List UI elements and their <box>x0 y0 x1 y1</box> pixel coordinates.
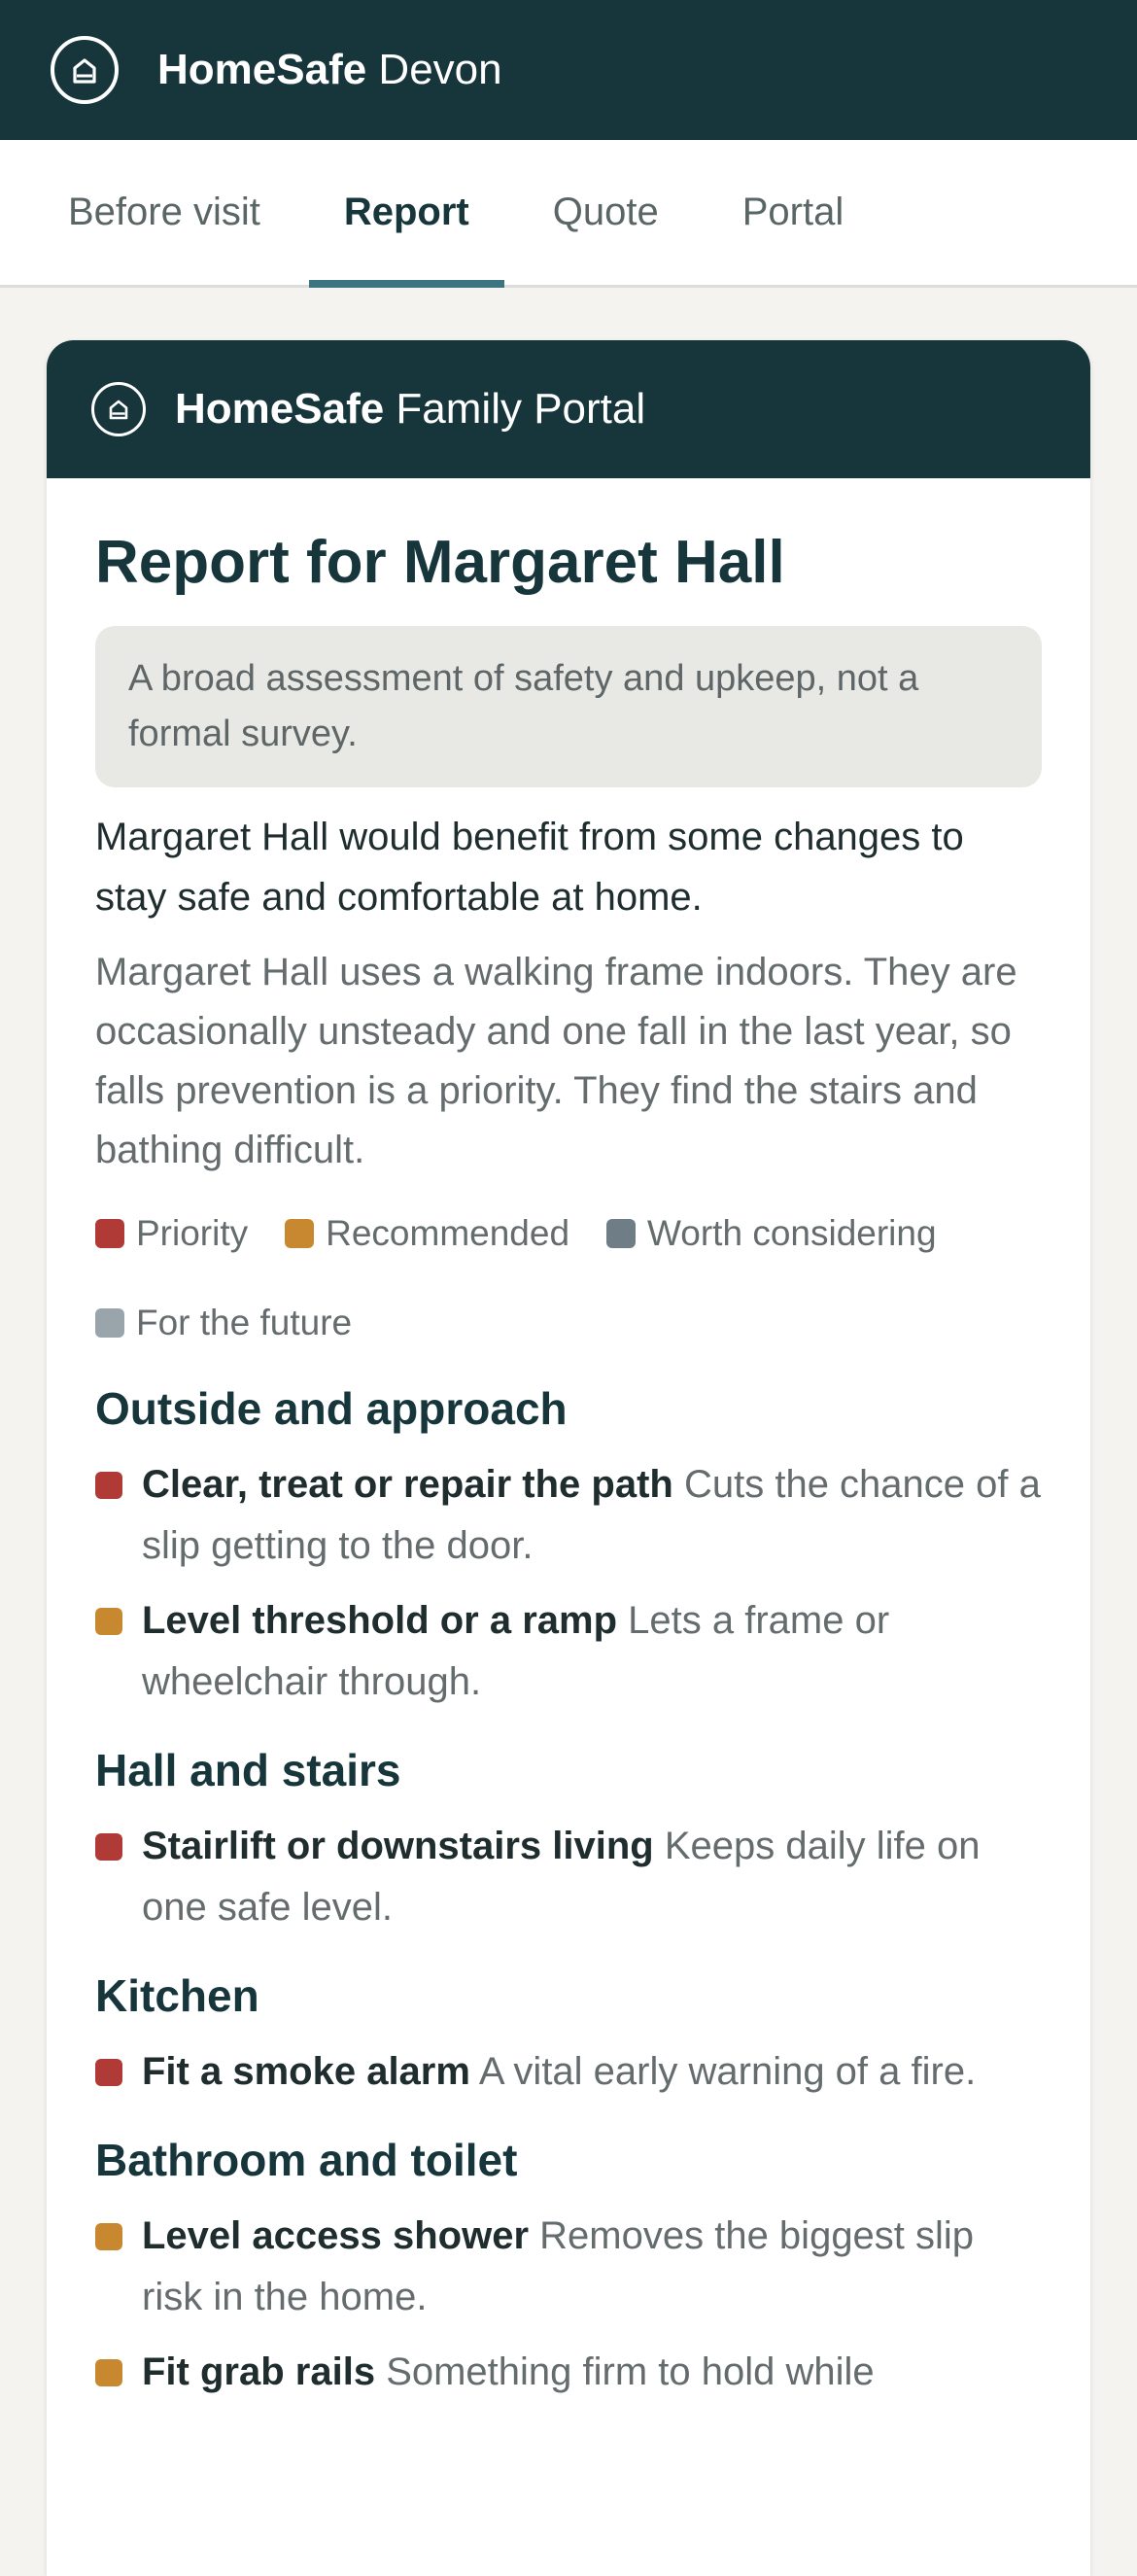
priority-swatch <box>95 1472 122 1499</box>
report-title: Report for Margaret Hall <box>95 529 785 596</box>
home-logo-icon <box>51 36 119 104</box>
section-title: Hall and stairs <box>95 1745 401 1796</box>
app-title: HomeSafe Devon <box>157 46 502 93</box>
recommendation-item: Fit a smoke alarm A vital early warning of a fire. <box>95 2041 1042 2103</box>
portal-header <box>47 340 1090 478</box>
tab-before-visit[interactable]: Before visit <box>68 191 260 233</box>
section-title: Outside and approach <box>95 1383 568 1435</box>
priority-swatch <box>95 2059 122 2086</box>
tab-quote[interactable]: Quote <box>552 191 659 233</box>
recommended-swatch <box>95 2359 122 2386</box>
recommendation-item: Stairlift or downstairs living Keeps daily life on one safe level. <box>95 1816 1042 1938</box>
report-summary: Margaret Hall would benefit from some changes to stay safe and comfortable at home. <box>95 816 964 920</box>
report-description: Margaret Hall uses a walking frame indoors. They are occasionally unsteady and one fall in the last year, so falls prevention is a priority. They find the stairs and bathing difficult. <box>95 951 1017 1172</box>
legend-item-worth-considering: Worth considering <box>606 1203 937 1264</box>
home-logo-icon <box>91 382 146 436</box>
portal-title: HomeSafe Family Portal <box>175 385 646 433</box>
legend-item-priority: Priority <box>95 1203 248 1264</box>
section-title: Bathroom and toilet <box>95 2135 518 2186</box>
recommended-swatch <box>95 2223 122 2250</box>
tab-portal[interactable]: Portal <box>741 191 844 233</box>
tab-report[interactable]: Report <box>309 140 504 285</box>
recommendation-item: Level threshold or a ramp Lets a frame or wheelchair through. <box>95 1590 1042 1713</box>
recommended-swatch <box>95 1608 122 1635</box>
for-the-future-swatch <box>95 1308 124 1338</box>
priority-swatch <box>95 1219 124 1248</box>
priority-legend <box>95 1203 1042 1382</box>
legend-item-recommended: Recommended <box>285 1203 569 1264</box>
legend-item-for-the-future: For the future <box>95 1293 352 1353</box>
recommended-swatch <box>285 1219 314 1248</box>
recommendation-item: Clear, treat or repair the path Cuts the chance of a slip getting to the door. <box>95 1454 1042 1577</box>
recommendation-item: Fit grab rails Something firm to hold while <box>95 2342 1042 2403</box>
section-title: Kitchen <box>95 1970 259 2022</box>
worth-considering-swatch <box>606 1219 636 1248</box>
disclaimer-note: A broad assessment of safety and upkeep, not a formal survey. <box>95 626 1042 787</box>
recommendation-item: Level access shower Removes the biggest slip risk in the home. <box>95 2206 1042 2328</box>
tab-bar <box>0 140 1137 288</box>
portal-card <box>47 340 1090 2576</box>
top-bar <box>0 0 1137 140</box>
priority-swatch <box>95 1833 122 1861</box>
